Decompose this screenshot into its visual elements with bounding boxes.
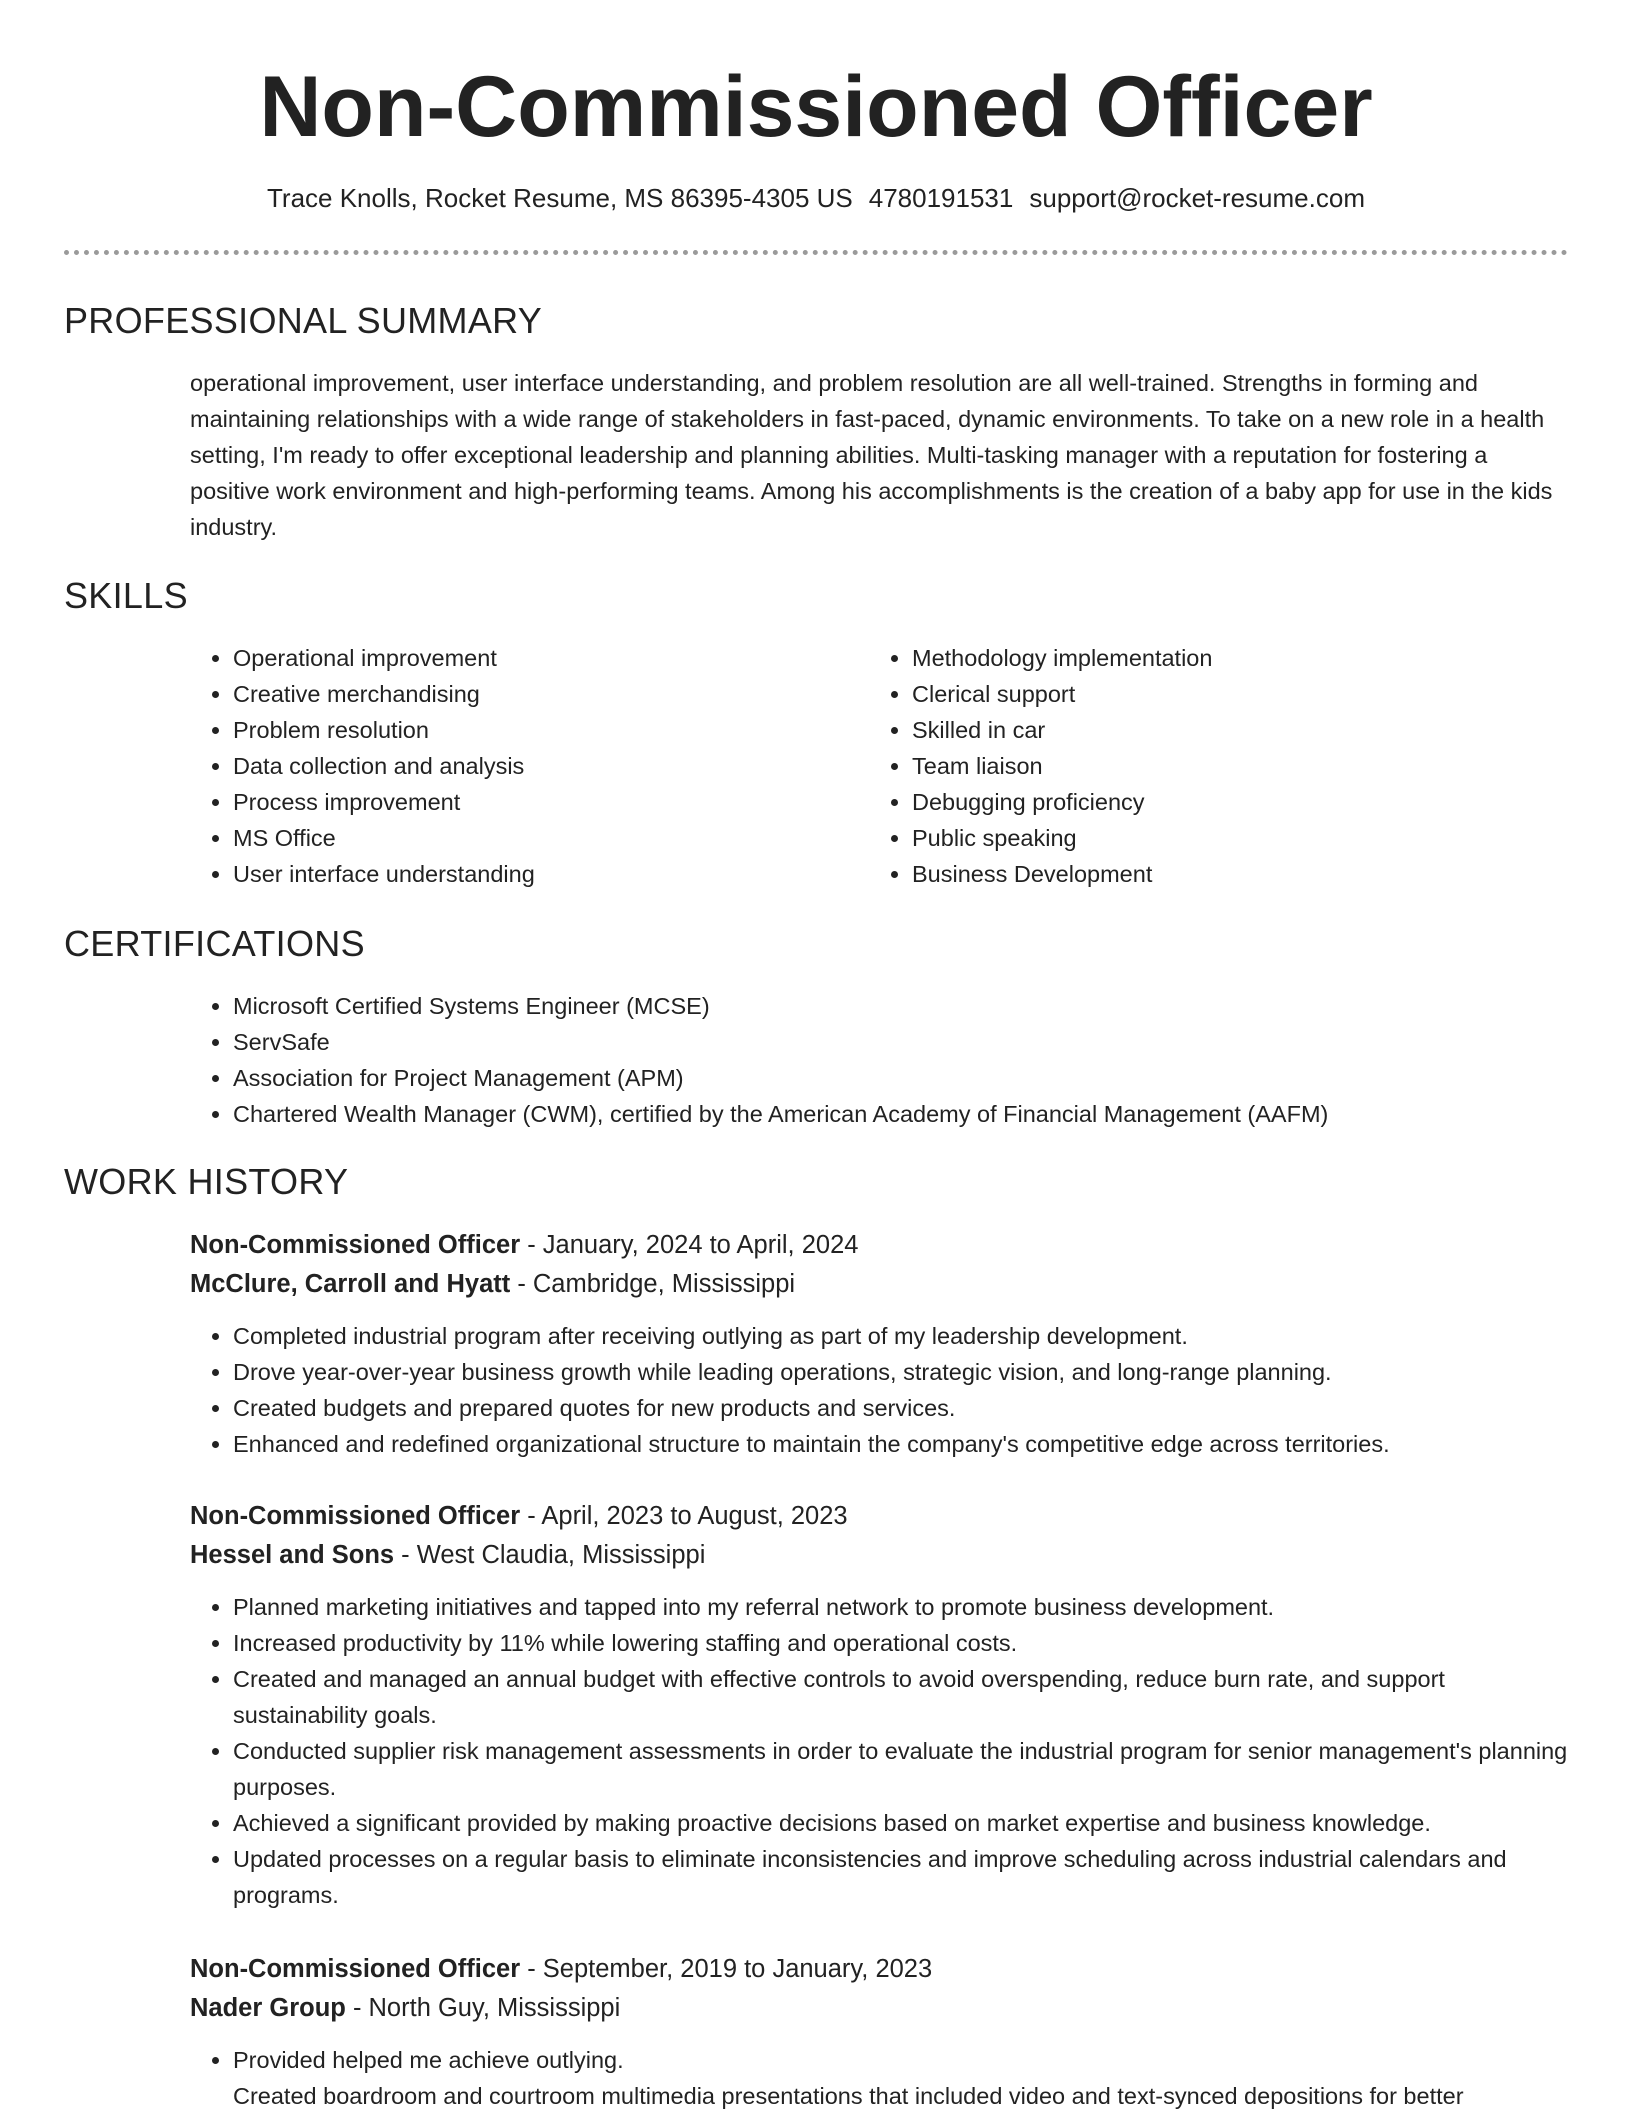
skill-item: • MS Office xyxy=(233,820,863,856)
job-bullet: • Completed industrial program after receiving outlying as part of my leadership development. xyxy=(233,1318,1570,1354)
skill-item: • Process improvement xyxy=(233,784,863,820)
job-bullet: • Achieved a significant provided by making proactive decisions based on market expertise and business knowledge. xyxy=(233,1805,1570,1841)
job-bullet: • Updated processes on a regular basis to eliminate inconsistencies and improve scheduling across industrial calendars and programs. xyxy=(233,1841,1570,1913)
job-bullet: • Planned marketing initiatives and tapped into my referral network to promote business development. xyxy=(233,1589,1570,1625)
job-bullets xyxy=(190,1318,1570,1462)
skill-item: • Business Development xyxy=(912,856,1572,892)
skills-list-right xyxy=(869,640,1572,892)
job-bullet: • Created and managed an annual budget with effective controls to avoid overspending, reduce burn rate, and support sustainability goals. xyxy=(233,1661,1570,1733)
job-entry xyxy=(190,1226,1570,1462)
header-divider xyxy=(64,250,1568,255)
job-bullet: • Provided helped me achieve outlying. xyxy=(233,2042,1570,2078)
skill-item: • Skilled in car xyxy=(912,712,1572,748)
job-company: Hessel and Sons xyxy=(190,1541,395,1569)
skills-list-left xyxy=(190,640,863,892)
summary-heading: PROFESSIONAL SUMMARY xyxy=(64,300,543,341)
contact-phone: 4780191531 xyxy=(868,183,1014,213)
skill-item: • Clerical support xyxy=(912,676,1572,712)
job-dates: - April, 2023 to August, 2023 xyxy=(520,1502,848,1530)
contact-address: Trace Knolls, Rocket Resume, MS 86395-4305 US xyxy=(267,183,853,213)
job-company-line xyxy=(190,1536,1570,1575)
job-entry xyxy=(190,1950,1570,2114)
job-title-line xyxy=(190,1950,1570,1989)
job-entry xyxy=(190,1497,1570,1913)
job-company: McClure, Carroll and Hyatt xyxy=(190,1270,511,1298)
work-history-heading: WORK HISTORY xyxy=(64,1161,349,1202)
job-company: Nader Group xyxy=(190,1994,346,2022)
certifications-list xyxy=(190,988,1613,1132)
job-bullet: • Drove year-over-year business growth while leading operations, strategic vision, and long-range planning. xyxy=(233,1354,1570,1390)
job-title: Non-Commissioned Officer xyxy=(190,1955,521,1983)
job-company-line xyxy=(190,1265,1570,1304)
job-title: Non-Commissioned Officer xyxy=(190,1231,521,1259)
job-bullet: • Created budgets and prepared quotes for new products and services. xyxy=(233,1390,1570,1426)
skill-item: • Methodology implementation xyxy=(912,640,1572,676)
job-location: - Cambridge, Mississippi xyxy=(510,1270,796,1298)
certification-item: • Microsoft Certified Systems Engineer (MCSE) xyxy=(233,988,1613,1024)
job-bullet: • Created boardroom and courtroom multimedia presentations that included video and text-synced depositions for better xyxy=(233,2078,1570,2114)
contact-line xyxy=(0,178,1632,218)
job-dates: - September, 2019 to January, 2023 xyxy=(520,1955,933,1983)
page-title: Non-Commissioned Officer xyxy=(259,59,1373,155)
skill-item: • Creative merchandising xyxy=(233,676,863,712)
skill-item: • Public speaking xyxy=(912,820,1572,856)
job-title-line xyxy=(190,1497,1570,1536)
job-location: - West Claudia, Mississippi xyxy=(394,1541,706,1569)
job-company-line xyxy=(190,1989,1570,2028)
job-bullet: • Conducted supplier risk management assessments in order to evaluate the industrial program for senior management's planning purposes. xyxy=(233,1733,1570,1805)
skill-item: • User interface understanding xyxy=(233,856,863,892)
job-bullets xyxy=(190,1589,1570,1913)
job-location: - North Guy, Mississippi xyxy=(345,1994,621,2022)
skill-item: • Operational improvement xyxy=(233,640,863,676)
job-bullet: • Increased productivity by 11% while lowering staffing and operational costs. xyxy=(233,1625,1570,1661)
skill-item: • Data collection and analysis xyxy=(233,748,863,784)
job-title: Non-Commissioned Officer xyxy=(190,1502,521,1530)
certification-item: • Chartered Wealth Manager (CWM), certified by the American Academy of Financial Management (AAFM) xyxy=(233,1096,1613,1132)
skill-item: • Team liaison xyxy=(912,748,1572,784)
job-dates: - January, 2024 to April, 2024 xyxy=(520,1231,859,1259)
contact-email: support@rocket-resume.com xyxy=(1029,183,1365,213)
job-bullets xyxy=(190,2042,1570,2114)
job-title-line xyxy=(190,1226,1570,1265)
certification-item: • ServSafe xyxy=(233,1024,1613,1060)
skill-item: • Debugging proficiency xyxy=(912,784,1572,820)
job-bullet: • Enhanced and redefined organizational structure to maintain the company's competitive edge across territories. xyxy=(233,1426,1570,1462)
certification-item: • Association for Project Management (APM) xyxy=(233,1060,1613,1096)
skill-item: • Problem resolution xyxy=(233,712,863,748)
skills-heading: SKILLS xyxy=(64,575,188,616)
certifications-heading: CERTIFICATIONS xyxy=(64,923,365,964)
summary-text: operational improvement, user interface understanding, and problem resolution are all well-trained. Strengths in forming and maintaining relationships with a wide range of stakeholders in fast-paced, dynamic environments. To take on a new role in a health setting, I'm ready to offer exceptional leadership and planning abilities. Multi-tasking manager with a reputation for fostering a positive work environment and high-performing teams. Among his accomplishments is the creation of a baby app for use in the kids industry. xyxy=(190,370,1553,540)
